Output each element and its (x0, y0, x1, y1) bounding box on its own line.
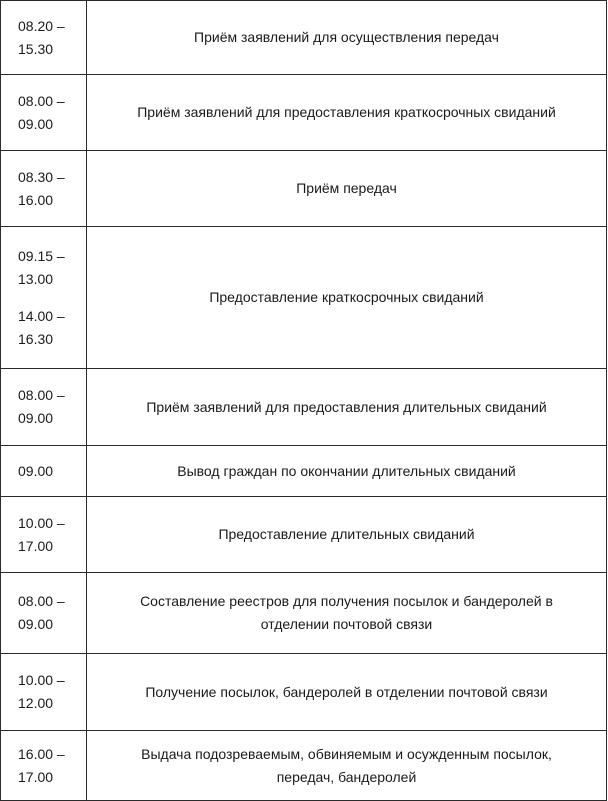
activity-cell: Предоставление длительных свиданий (87, 497, 607, 573)
time-single: 09.00 (18, 462, 54, 479)
activity-line-1: Выдача подозреваемым, обвиняемым и осужденным посылок, (141, 745, 552, 762)
activity-cell: Приём заявлений для предоставления длительных свиданий (87, 369, 607, 446)
time-cell (1, 227, 87, 369)
activity-cell: Приём заявлений для предоставления краткосрочных свиданий (87, 75, 607, 151)
activity-line-1: Составление реестров для получения посылок и бандеролей в (140, 593, 553, 609)
table-row (1, 1, 607, 75)
table-row (1, 75, 607, 151)
time-cell (1, 446, 87, 497)
activity-cell: Приём передач (87, 151, 607, 227)
time-cell (1, 497, 87, 573)
time-end: 17.00 (18, 768, 54, 785)
time-start: 08.00 – (18, 92, 65, 109)
table-row (1, 731, 607, 801)
table-row (1, 227, 607, 369)
time-cell (1, 75, 87, 151)
table-row (1, 446, 607, 497)
time-end: 09.00 (18, 410, 54, 426)
table-row (1, 573, 607, 654)
time-start: 08.00 – (18, 387, 65, 403)
time-cell (1, 654, 87, 731)
activity-cell: Вывод граждан по окончании длительных свиданий (87, 446, 607, 497)
time-start: 08.20 – (18, 17, 65, 34)
time-start: 10.00 – (18, 514, 65, 531)
time-cell (1, 369, 87, 446)
time-end: 13.00 (18, 270, 54, 287)
time-cell (1, 573, 87, 654)
activity-cell: Приём заявлений для осуществления передач (87, 1, 607, 75)
time-end: 09.00 (18, 115, 54, 132)
time-end-second: 16.30 (18, 330, 54, 347)
activity-line-2: передач, бандеролей (276, 768, 417, 785)
time-end: 15.30 (18, 40, 54, 57)
time-start-second: 14.00 – (18, 307, 65, 324)
table-row (1, 497, 607, 573)
table-row (1, 654, 607, 731)
time-end: 09.00 (18, 616, 54, 632)
time-end: 12.00 (18, 695, 54, 711)
time-start: 16.00 – (18, 745, 65, 762)
time-start: 10.00 – (18, 672, 65, 688)
table-row (1, 151, 607, 227)
activity-cell: Предоставление краткосрочных свиданий (87, 227, 607, 369)
time-cell (1, 731, 87, 801)
activity-line-2: отделении почтовой связи (260, 616, 433, 632)
time-end: 17.00 (18, 537, 54, 554)
time-gap (18, 291, 86, 305)
time-start: 08.30 – (18, 168, 65, 185)
activity-cell: Получение посылок, бандеролей в отделении почтовой связи (87, 654, 607, 731)
time-cell (1, 151, 87, 227)
activity-cell (87, 573, 607, 654)
time-start: 08.00 – (18, 593, 65, 609)
activity-cell (87, 731, 607, 801)
time-start: 09.15 – (18, 247, 65, 264)
table-row (1, 369, 607, 446)
time-cell (1, 1, 87, 75)
time-end: 16.00 (18, 191, 54, 208)
